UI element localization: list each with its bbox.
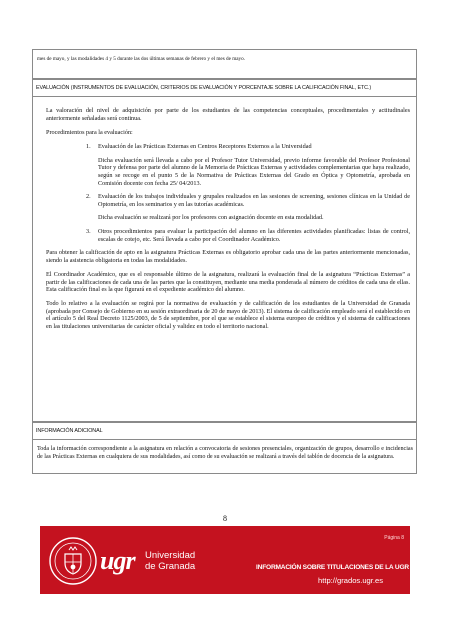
university-name	[145, 550, 195, 572]
procedure-item-description: Dicha evaluación será llevada a cabo por el Profesor Tutor Universidad, previo informe favorable del Profesor Profesional Tutor y defensa por parte del alumno de la Memoria de Prácticas Externas y actividades complementarias que haya realizado, según se recoge en el punto 5 de la Normativa de Prácticas Externas del Grado en Óptica y Optometría, aprobada en Comisión docente con fecha 25/ 04/2013.	[98, 156, 410, 187]
additional-info-text: Toda la información correspondiente a la asignatura en relación a convocatoria de sesiones presenciales, organización de grupos, desarrollo e incidencias de las Prácticas Externas en cualquiera de sus modalidades, así como de su evaluación se realizará a través del tablón de docencia de la asignatura.	[37, 446, 413, 461]
ugr-footer-banner	[40, 526, 410, 594]
evaluation-section	[32, 79, 417, 422]
additional-info-section	[32, 422, 417, 474]
university-seal-icon	[48, 536, 98, 586]
schedule-continuation-box	[32, 49, 417, 79]
procedure-item	[46, 193, 410, 222]
evaluation-body	[46, 107, 410, 337]
university-name-line2: de Granada	[145, 561, 196, 572]
titulaciones-info-title: INFORMACIÓN SOBRE TITULACIONES DE LA UGR	[256, 564, 409, 571]
schedule-continuation-text: mes de mayo, y las modalidades 4 y 5 durante las dos últimas semanas de febrero y el mes de mayo.	[37, 56, 246, 62]
procedure-item-number: 1.	[86, 143, 91, 151]
procedure-item-title: Otros procedimientos para evaluar la participación del alumno en las diferentes actividades planificadas: listas de control, escalas de cotejo, etc. Será llevada a cabo por el Coordinador Académico.	[98, 228, 410, 243]
procedure-item-title: Evaluación de los trabajos individuales y grupales realizados en las sesiones de screening, sesiones clínicas en la Unidad de Optometría, en los seminarios y en las tutorías académicas.	[98, 193, 410, 208]
footer-page-label: Página 8	[384, 535, 404, 541]
ugr-logo-mark: ugr	[100, 546, 135, 575]
grade-requirement-paragraph: Para obtener la calificación de apto en la asignatura Prácticas Externas es obligatorio aprobar cada una de las partes anteriormente mencionadas, siendo la asistencia obligatoria en todas las modalidades.	[46, 249, 410, 264]
normative-paragraph: Todo lo relativo a la evaluación se regirá por la normativa de evaluación y de calificación de los estudiantes de la Universidad de Granada (aprobada por Consejo de Gobierno en su sesión extraordinaria de 20 de mayo de 2013). El sistema de calificación empleado será el establecido en el artículo 5 del Real Decreto 1125/2003, de 5 de septiembre, por el que se establece el sistema europeo de créditos y el sistema de calificaciones en las titulaciones universitarias de carácter oficial y validez en todo el territorio nacional.	[46, 300, 410, 330]
page-number: 8	[223, 514, 227, 523]
evaluation-heading: EVALUACIÓN (INSTRUMENTOS DE EVALUACIÓN, CRITERIOS DE EVALUACIÓN Y PORCENTAJE SOBRE LA CALIFICACIÓN FINAL, ETC.)	[33, 80, 416, 97]
coordinator-paragraph: El Coordinador Académico, que es el responsable último de la asignatura, realizará la evaluación final de la asignatura “Prácticas Externas” a partir de las calificaciones de cada una de las partes que la constituyen, mediante una media ponderada al número de créditos de cada una de ellas. Esta calificación final es la que figurará en el expediente académico del alumno.	[46, 270, 410, 294]
procedure-item	[46, 143, 410, 187]
procedure-item	[46, 228, 410, 243]
procedure-item-title: Evaluación de las Prácticas Externas en Centros Receptores Externos a la Universidad	[98, 143, 312, 151]
procedures-label: Procedimientos para la evaluación:	[46, 128, 133, 136]
grados-url-link[interactable]: http://grados.ugr.es	[318, 576, 384, 585]
procedure-item-number: 3.	[86, 228, 91, 236]
procedure-item-description: Dicha evaluación se realizará por los profesores con asignación docente en esta modalidad.	[98, 214, 324, 222]
university-name-line1: Universidad	[145, 550, 196, 561]
additional-info-heading: INFORMACIÓN ADICIONAL	[33, 423, 416, 440]
evaluation-intro: La valoración del nivel de adquisición por parte de los estudiantes de las competencias conceptuales, procedimentales y actitudinales anteriormente señaladas será continua.	[46, 107, 410, 122]
procedure-item-number: 2.	[86, 193, 91, 201]
